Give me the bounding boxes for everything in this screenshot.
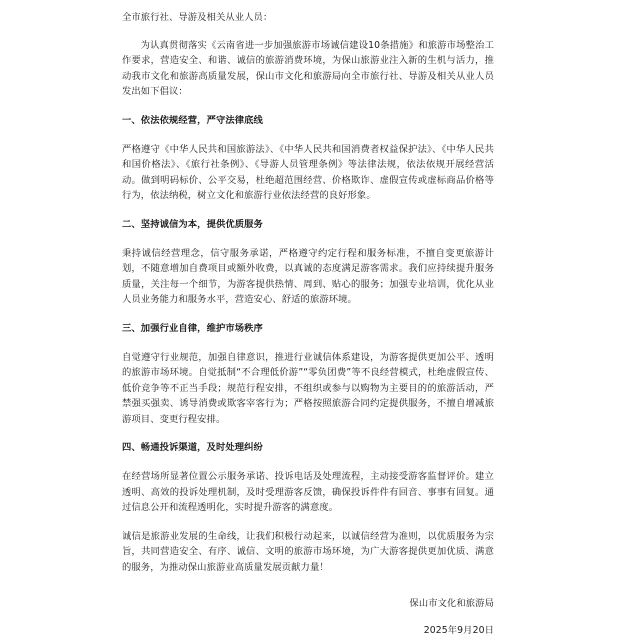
section-heading-1: 一、依法依规经营，严守法律底线 bbox=[122, 114, 263, 126]
section-heading-4: 四、畅通投诉渠道，及时处理纠纷 bbox=[122, 442, 263, 454]
closing-paragraph: 诚信是旅游业发展的生命线，让我们积极行动起来，以诚信经营为准则，以优质服务为宗旨，共同营造安全、有序、诚信、文明的旅游市场环境，为广大游客提供更加优质、满意的服务，为推动保山旅游业高质量发展贡献力量！ bbox=[122, 530, 494, 574]
section-body-3: 自觉遵守行业规范，加强自律意识，推进行业诚信体系建设，为游客提供更加公平、透明的旅游市场环境。自觉抵制“不合理低价游”“零负团费”等不良经营模式，杜绝虚假宣传、低价竞争等不正当手段；规范行程安排，不组织或参与以购物为主要目的的旅游活动，严禁强买强卖、诱导消费或欺客宰客行为；严格按照旅游合同约定提供服务，不擅自增减旅游项目、变更行程安排。 bbox=[122, 351, 494, 425]
date: 2025年9月20日 bbox=[423, 625, 494, 637]
intro-paragraph: 为认真贯彻落实《云南省进一步加强旅游市场诚信建设10条措施》和旅游市场整治工作要求，营造安全、和谐、诚信的旅游消费环境，为保山旅游业注入新的生机与活力，推动我市文化和旅游高质量发展，保山市文化和旅游局向全市旅行社、导游及相关从业人员发出如下倡议： bbox=[122, 39, 494, 98]
section-heading-2: 二、坚持诚信为本，提供优质服务 bbox=[122, 218, 263, 230]
greeting: 全市旅行社、导游及相关从业人员： bbox=[122, 12, 273, 23]
section-body-4: 在经营场所显著位置公示服务承诺、投诉电话及处理流程，主动接受游客监督评价。建立透明、高效的投诉处理机制，及时受理游客反馈，确保投诉件件有回音、事事有回复。通过信息公开和流程透明化，实时提升游客的满意度。 bbox=[122, 471, 494, 514]
section-body-2: 秉持诚信经营理念，信守服务承诺，严格遵守约定行程和服务标准，不擅自变更旅游计划，不随意增加自费项目或额外收费，以真诚的态度满足游客需求。我们应持续提升服务质量，关注每一个细节，为游客提供热情、周到、贴心的服务；加强专业培训，优化从业人员业务能力和服务水平，营造安心、舒适的旅游环境。 bbox=[122, 247, 494, 306]
section-body-1: 严格遵守《中华人民共和国旅游法》、《中华人民共和国消费者权益保护法》、《中华人民共和国价格法》、《旅行社条例》、《导游人员管理条例》等法律法规，依法依规开展经营活动。做到明码标价、公平交易，杜绝超范围经营、价格欺诈、虚假宣传或虚标商品价格等行为，依法纳税，树立文化和旅游行业依法经营的良好形象。 bbox=[122, 143, 494, 202]
section-heading-3: 三、加强行业自律，维护市场秩序 bbox=[122, 322, 263, 334]
signature: 保山市文化和旅游局 bbox=[409, 597, 494, 609]
